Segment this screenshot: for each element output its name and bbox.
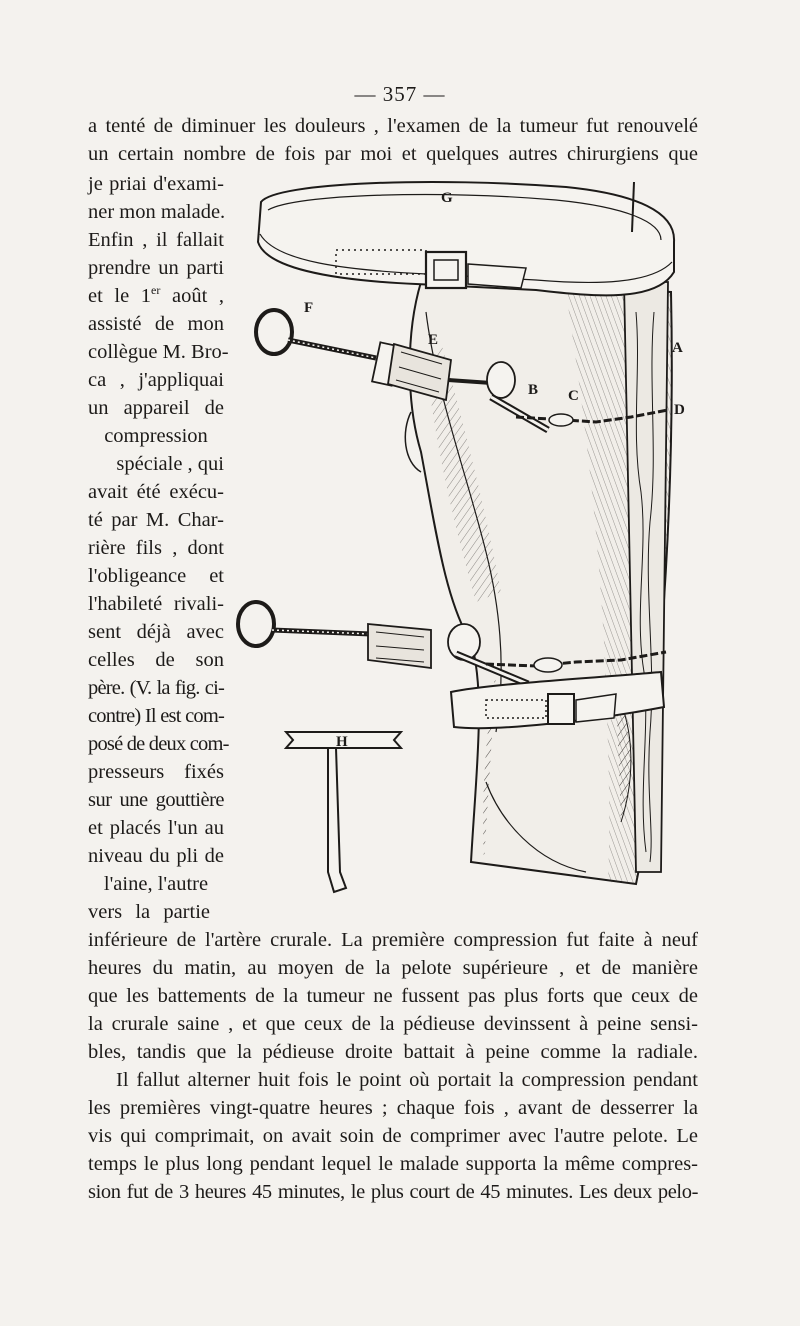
text-line: vis qui comprimait, on avait soin de comprimer avec l'autre pelote. Le	[88, 1125, 698, 1147]
label-f: F	[304, 300, 314, 316]
key-h	[286, 732, 401, 892]
text-line: prendre un parti	[88, 257, 224, 279]
text-line: un certain nombre de fois par moi et quelques autres chirurgiens que	[88, 143, 698, 165]
text-line: assisté de mon	[88, 313, 224, 335]
label-e: E	[428, 332, 439, 348]
text-line: ner mon malade.	[88, 201, 226, 223]
text-line: celles de son	[88, 649, 224, 671]
text-line: que les battements de la tumeur ne fussent pas plus forts que ceux de	[88, 985, 698, 1007]
text-line: Enfin , il fallait	[88, 229, 224, 251]
text-line: niveau du pli de	[88, 845, 224, 867]
text-line: et placés l'un au	[88, 817, 224, 839]
text-line: bles, tandis que la pédieuse droite battait à peine comme la radiale.	[88, 1041, 698, 1063]
text-line: et le 1er août ,	[88, 283, 224, 307]
label-c: C	[568, 388, 579, 404]
text-line: contre) Il est com-	[88, 705, 224, 727]
upper-belt	[258, 182, 674, 295]
text-line: presseurs fixés	[88, 761, 224, 783]
text-line: je priai d'exami-	[88, 173, 224, 195]
text-line: vers la partie	[88, 901, 210, 923]
text-line: les premières vingt-quatre heures ; chaque fois , avant de desserrer la	[88, 1097, 698, 1119]
text-line: l'obligeance et	[88, 565, 224, 587]
text-line: a tenté de diminuer les douleurs , l'examen de la tumeur fut renouvelé	[88, 115, 698, 137]
text-line: l'habileté rivali-	[88, 593, 224, 615]
text-line: sur une gouttière	[88, 789, 224, 811]
label-g: G	[441, 190, 453, 206]
text-line: heures du matin, au moyen de la pelote supérieure , et de manière	[88, 957, 698, 979]
text-line: avait été exécu-	[88, 481, 224, 503]
page-number: — 357 —	[354, 82, 446, 106]
label-h: H	[336, 734, 348, 750]
text-line: temps le plus long pendant lequel le malade supporta la même compres-	[88, 1153, 698, 1175]
label-b: B	[528, 382, 539, 398]
label-d: D	[674, 402, 685, 418]
text-line: rière fils , dont	[88, 537, 224, 559]
label-a: A	[672, 340, 683, 356]
text-line: collègue M. Bro-	[88, 341, 229, 363]
text-line: la crurale saine , et que ceux de la pédieuse devinssent à peine sensi-	[88, 1013, 698, 1035]
text-line: posé de deux com-	[88, 733, 229, 755]
compression-apparatus-illustration	[236, 172, 686, 900]
text-line: l'aine, l'autre	[103, 873, 209, 895]
text-line: té par M. Char-	[88, 509, 224, 531]
text-line: sent déjà avec	[88, 621, 224, 643]
text-line: sion fut de 3 heures 45 minutes, le plus court de 45 minutes. Les deux pelo-	[88, 1181, 698, 1203]
text-line: Il fallut alterner huit fois le point où portait la compression pendant	[116, 1069, 698, 1091]
text-line: compression	[104, 425, 208, 447]
text-line: un appareil de	[88, 397, 224, 419]
text-line: père. (V. la fig. ci-	[88, 677, 224, 699]
text-line: ca , j'appliquai	[88, 369, 224, 391]
text-line: inférieure de l'artère crurale. La première compression fut faite à neuf	[88, 929, 698, 951]
text-line: spéciale , qui	[116, 453, 224, 475]
